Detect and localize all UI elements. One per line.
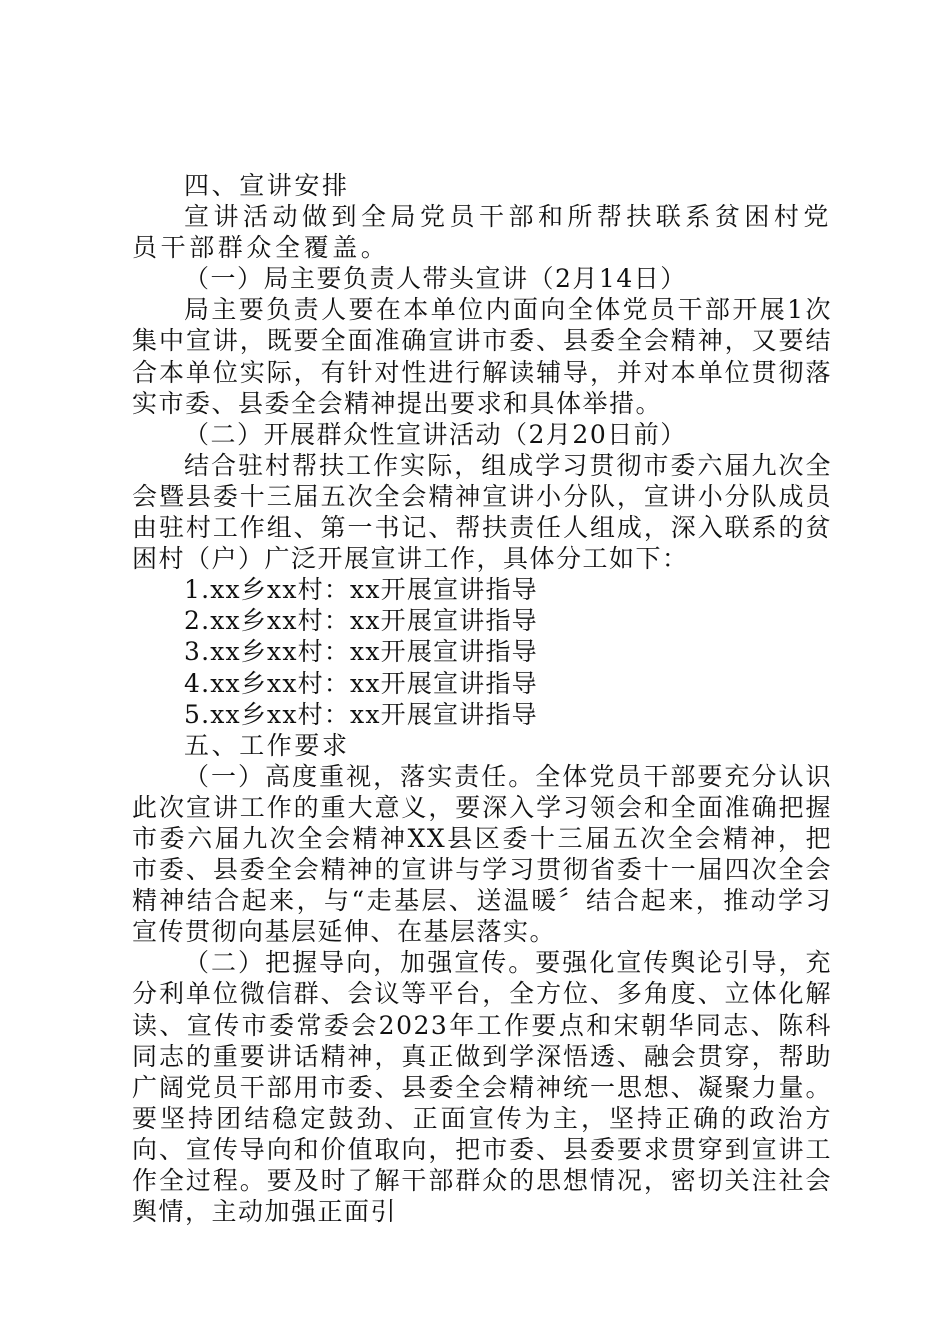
list-item: 1.xx乡xx村：xx开展宣讲指导 xyxy=(184,575,538,605)
section-heading-requirements: 五、工作要求 xyxy=(184,730,350,760)
paragraph-requirement-publicity: （二）把握导向，加强宣传。要强化宣传舆论引导，充分利单位微信群、会议等平台，全方位、多角度、立体化解读、宣传市委常委会2023年工作要点和宋朝华同志、陈科同志的重要讲话精神，真正做到学深悟透、融会贯穿，帮助广阔党员干部用市委、县委全会精神统一思想、凝聚力量。要坚持团结稳定鼓劲、正面宣传为主，坚持正确的政治方向、宣传导向和价值取向，把市委、县委要求贯穿到宣讲工作全过程。要及时了解干部群众的思想情况，密切关注社会舆情，主动加强正面引 xyxy=(132,948,832,1227)
document-body xyxy=(132,170,832,1227)
list-item: 3.xx乡xx村：xx开展宣讲指导 xyxy=(184,637,538,667)
paragraph-coverage: 宣讲活动做到全局党员干部和所帮扶联系贫困村党员干部群众全覆盖。 xyxy=(132,202,832,263)
paragraph-leader-lecture: 局主要负责人要在本单位内面向全体党员干部开展1次集中宣讲，既要全面准确宣讲市委、县委全会精神，又要结合本单位实际，有针对性进行解读辅导，并对本单位贯彻落实市委、县委全会精神提出要求和具体举措。 xyxy=(132,295,832,418)
list-item: 5.xx乡xx村：xx开展宣讲指导 xyxy=(184,699,538,729)
list-item: 2.xx乡xx村：xx开展宣讲指导 xyxy=(184,606,538,636)
subheading-mass-lecture: （二）开展群众性宣讲活动（2月20日前） xyxy=(184,419,687,449)
paragraph-requirement-responsibility: （一）高度重视，落实责任。全体党员干部要充分认识此次宣讲工作的重大意义，要深入学习领会和全面准确把握市委六届九次全会精神XX县区委十三届五次全会精神，把市委、县委全会精神的宣讲与学习贯彻省委十一届四次全会精神结合起来，与“走基层、送温暖〞结合起来，推动学习宣传贯彻向基层延伸、在基层落实。 xyxy=(132,761,832,947)
section-heading-arrangement: 四、宣讲安排 xyxy=(184,171,350,200)
list-item: 4.xx乡xx村：xx开展宣讲指导 xyxy=(184,668,538,698)
subheading-leader-lecture: （一）局主要负责人带头宣讲（2月14日） xyxy=(184,264,687,294)
paragraph-mass-lecture: 结合驻村帮扶工作实际，组成学习贯彻市委六届九次全会暨县委十三届五次全会精神宣讲小分队，宣讲小分队成员由驻村工作组、第一书记、帮扶责任人组成，深入联系的贫困村（户）广泛开展宣讲工作，具体分工如下： xyxy=(132,450,832,574)
